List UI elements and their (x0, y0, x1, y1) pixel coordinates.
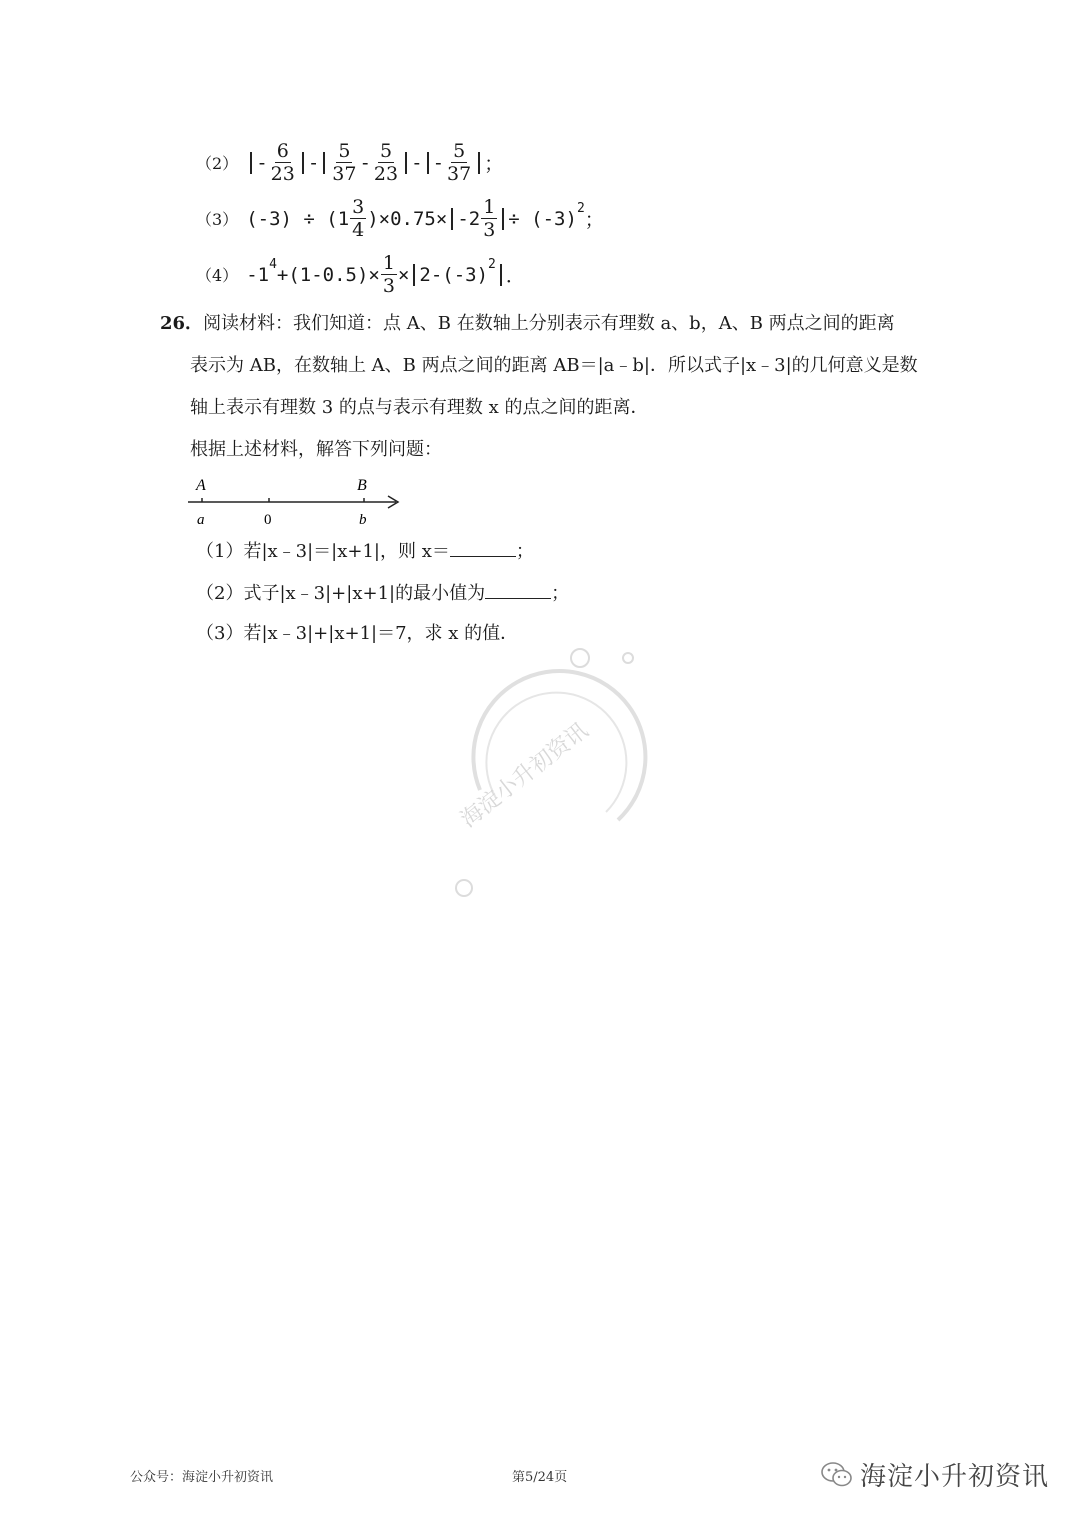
answer-blank-2[interactable] (485, 580, 551, 599)
problem-4-label: （4） (196, 266, 239, 285)
tick-label-a: a (197, 512, 205, 528)
sub-question-2: （2）式子|x﹣3|+|x+1|的最小值为 ； (196, 580, 569, 606)
number-line-figure (184, 470, 414, 532)
problem-4: （4） -1 $^4$ +(1-0.5)× $\frac{1}{3}$ × 2-(-3) $^2$ ． (196, 252, 525, 297)
fraction: $\frac{5}{23}$ (373, 140, 399, 185)
footer-left: 公众号：海淀小升初资讯 (130, 1470, 274, 1485)
watermark-bubble (571, 649, 589, 667)
footer-page-number: 第5/24页 (512, 1470, 568, 1485)
tick-label-b: b (359, 512, 367, 528)
watermark-text: 海淀小升初资讯 (456, 718, 594, 833)
fraction: $\frac{1}{3}$ (382, 252, 395, 297)
question-26-line-2: 表示为 AB，在数轴上 A、B 两点之间的距离 AB＝|a﹣b|．所以式子|x﹣3|的几何意义是数 (190, 355, 918, 376)
fraction: $\frac{5}{37}$ (447, 140, 472, 185)
problem-2-label: （2） (196, 154, 239, 173)
mixed-fraction: $\frac{3}{4}$ (352, 196, 365, 241)
problem-2: （2） - $\frac{6}{23}$ - $\frac{5}{37}$ - $\frac{5}{23}$ - - $\frac{5}{37}$ ； (196, 140, 504, 185)
question-26-line-3: 轴上表示有理数 3 的点与表示有理数 x 的点之间的距离． (190, 397, 649, 418)
footer-brand-text: 海淀小升初资讯 (860, 1462, 1050, 1492)
sub-question-1: （1）若|x﹣3|＝|x+1|，则 x＝ ； (196, 538, 534, 564)
fraction: $\frac{5}{37}$ (332, 140, 357, 185)
abs-bar (250, 152, 252, 174)
question-26-line-1: 26．阅读材料：我们知道：点 A、B 在数轴上分别表示有理数 a、b，A、B 两点之间的距离 (160, 313, 895, 334)
wechat-icon (820, 1460, 854, 1490)
watermark-bubble (623, 653, 633, 663)
watermark-stamp (440, 640, 660, 900)
watermark-bubble (456, 880, 472, 896)
answer-blank-1[interactable] (450, 538, 516, 557)
sub-question-3: （3）若|x﹣3|+|x+1|＝7，求 x 的值． (196, 623, 519, 644)
fraction: $\frac{6}{23}$ (270, 140, 295, 185)
problem-3-label: （3） (196, 210, 239, 229)
point-label-A: A (196, 477, 206, 494)
tick-label-0: 0 (264, 512, 272, 528)
footer-brand (820, 1456, 1049, 1493)
point-label-B: B (357, 477, 367, 494)
mixed-fraction: $\frac{1}{3}$ (483, 196, 496, 241)
question-26-intro: 根据上述材料，解答下列问题： (190, 439, 442, 460)
question-number: 26． (160, 313, 204, 334)
problem-3: （3） (-3) ÷ (1 $\frac{3}{4}$ )×0.75× -2 $\frac{1}{3}$ ÷ (-3) $^2$ ； (196, 196, 604, 241)
